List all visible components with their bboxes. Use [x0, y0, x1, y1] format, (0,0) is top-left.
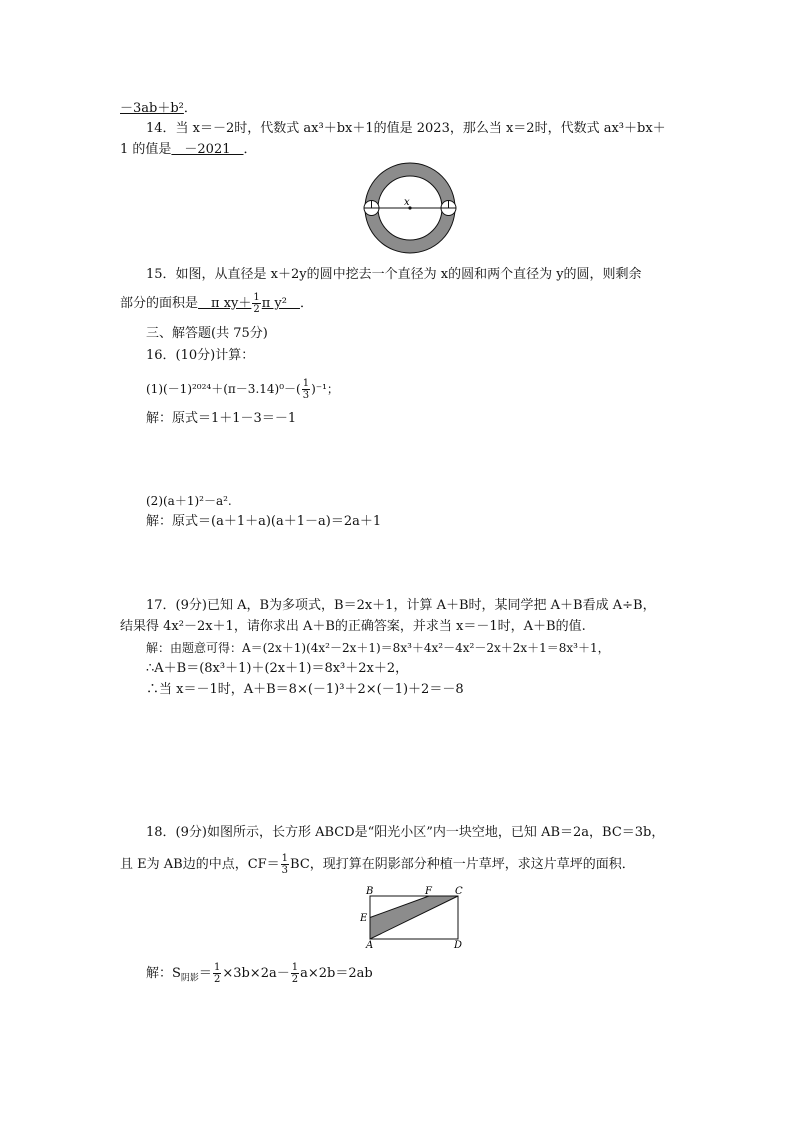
- q16-part2: (2)(a＋1)²－a².: [146, 494, 232, 508]
- q16-part2-solution: 解：原式＝(a＋1＋a)(a＋1－a)＝2a＋1: [146, 514, 382, 529]
- q18-solution: 解：$S_{阴影}=$ $\frac{1}{2}$ ×3b×2a－ $\frac{1}{2}$ a×2b＝2ab: [146, 962, 373, 985]
- q16-fraction: $\frac{1}{3}$: [302, 378, 310, 401]
- label-b: B: [366, 886, 374, 897]
- q16-part1-solution: 解：原式＝1＋1－3＝－1: [146, 411, 297, 426]
- q17-line2: 结果得 4x²－2x＋1，请你求出 A＋B的正确答案，并求当 x＝－1时，A＋B的值.: [120, 619, 586, 634]
- label-d: D: [454, 940, 463, 950]
- label-f: F: [425, 886, 432, 897]
- q16-title: 16．(10分)计算：: [146, 348, 255, 363]
- q13-answer-line: －3ab＋b²．: [120, 101, 197, 116]
- q18-rectangle-figure: [360, 884, 466, 950]
- q15-line1: 15．如图，从直径是 x＋2y的圆中挖去一个直径为 x的圆和两个直径为 y的圆，则剩余: [146, 267, 642, 282]
- q17-line1: 17．(9分)已知 A，B为多项式，B＝2x＋1，计算 A＋B时，某同学把 A＋B看成 A÷B，: [146, 598, 656, 613]
- label-e: E: [360, 913, 368, 924]
- q17-solution-1: 解：由题意可得：A＝(2x＋1)(4x²－2x＋1)＝8x³＋4x²－4x²－2x＋2x＋1＝8x³＋1，: [146, 641, 610, 655]
- q15-line2: 部分的面积是 π xy＋ $\frac{1}{2}$ π y² ．: [120, 292, 313, 315]
- q16-part1: (1)(－1)²⁰²⁴＋(π－3.14)⁰－( $\frac{1}{3}$ )⁻¹；: [146, 378, 339, 401]
- q18-sol-fraction-1: $\frac{1}{2}$: [213, 962, 221, 985]
- label-c: C: [455, 886, 463, 897]
- label-a: A: [366, 940, 374, 950]
- q18-line2: 且 E为 AB边的中点，CF＝ $\frac{1}{3}$ BC，现打算在阴影部分种植一片草坪，求这片草坪的面积．: [120, 853, 635, 876]
- q17-solution-3: ∴当 x＝－1时，A＋B＝8×(－1)³＋2×(－1)＋2＝－8: [146, 682, 464, 697]
- q13-answer: －3ab＋b²: [120, 101, 184, 116]
- q14-answer: －2021: [171, 142, 244, 157]
- q15-annulus-figure: [360, 160, 464, 260]
- section-heading: 三、解答题(共 75分): [146, 326, 268, 341]
- q18-sol-fraction-2: $\frac{1}{2}$: [291, 962, 299, 985]
- q17-solution-2: ∴A＋B＝(8x³＋1)＋(2x＋1)＝8x³＋2x＋2，: [146, 661, 409, 676]
- q14-line2: 1 的值是 －2021 ．: [120, 142, 257, 157]
- q18-fraction: $\frac{1}{3}$: [281, 853, 289, 876]
- q14-line1: 14．当 x＝－2时，代数式 ax³＋bx＋1的值是 2023，那么当 x＝2时，代数式 ax³＋bx＋: [146, 121, 666, 136]
- q15-answer: π xy＋ $\frac{1}{2}$ π y²: [198, 292, 300, 315]
- q18-line1: 18．(9分)如图所示，长方形 ABCD是“阳光小区”内一块空地，已知 AB＝2a，BC＝3b，: [146, 825, 665, 840]
- x-label: x: [404, 197, 410, 208]
- q15-fraction: $\frac{1}{2}$: [253, 292, 260, 315]
